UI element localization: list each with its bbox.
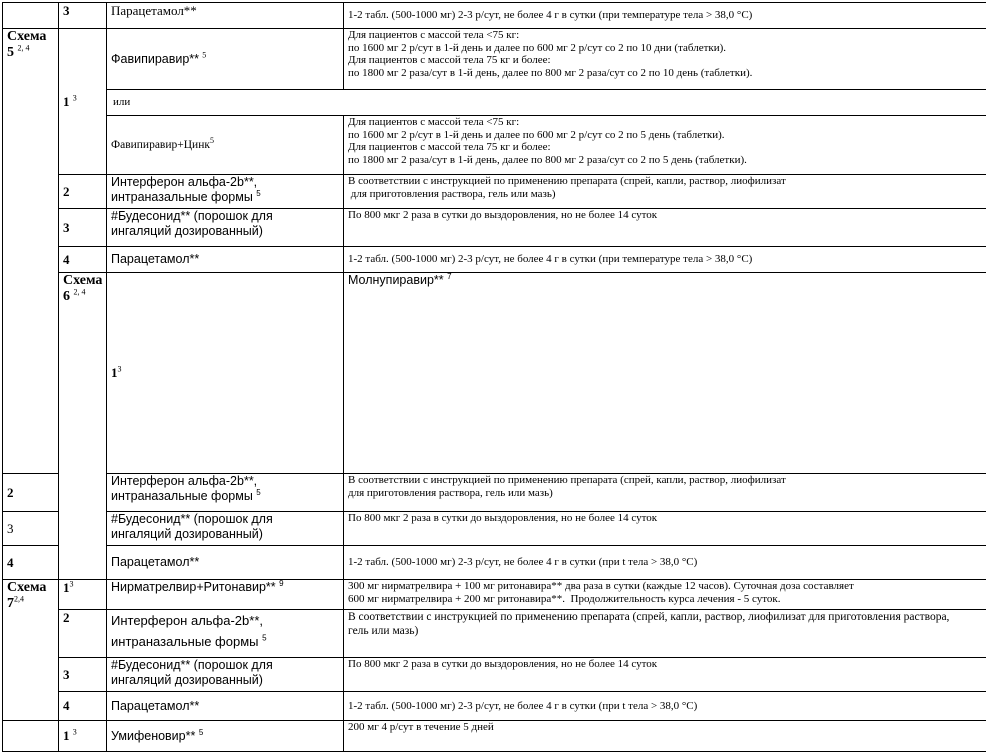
- drug-name: Фавипиравир** $^5$: [107, 29, 344, 90]
- scheme-cell-empty: [3, 3, 59, 29]
- drug-name: #Будесонид** (порошок для ингаляций дозированный): [107, 209, 344, 247]
- dose-text: По 800 мкг 2 раза в сутки до выздоровления, но не более 14 суток: [344, 512, 986, 546]
- table-row: [3, 116, 986, 175]
- row-number: 1 $^3$: [59, 721, 107, 752]
- dose-text: По 800 мкг 2 раза в сутки до выздоровления, но не более 14 суток: [344, 658, 986, 692]
- row-number: 4: [3, 546, 59, 580]
- dose-text: Для пациентов с массой тела <75 кг: по 1600 мг 2 р/сут в 1-й день и далее по 600 мг 2 р/сут со 2 по 10 дни (таблетки). Для пациентов с массой тела 75 кг и более: по 1800 мг 2 раза/сут в 1-й день, далее по 800 мг 2 раза/сут со 2 по 10 день (таблетки).: [344, 29, 986, 90]
- drug-name: Интерферон альфа-2b**, интраназальные формы $^5$: [107, 610, 344, 658]
- row-number: 4: [59, 692, 107, 721]
- treatment-schemes-table: [2, 2, 986, 752]
- dose-text: В соответствии с инструкцией по применению препарата (спрей, капли, раствор, лиофилизат для приготовления раствора, гель или мазь): [344, 175, 986, 209]
- dose-text: 1-2 табл. (500-1000 мг) 2-3 р/сут, не более 4 г в сутки (при t тела > 38,0 °С): [344, 692, 986, 721]
- scheme-label-6: Схема 6 $^{2, 4}$: [59, 273, 107, 580]
- row-number: 2: [59, 175, 107, 209]
- table-row: [3, 580, 986, 610]
- row-number: $1^3$: [107, 273, 344, 474]
- table-row: [3, 721, 986, 752]
- dose-text: В соответствии с инструкцией по применению препарата (спрей, капли, раствор, лиофилизат для приготовления раствора, гель или мазь): [344, 474, 986, 512]
- drug-name: Парацетамол**: [107, 3, 344, 29]
- row-number: 4: [59, 247, 107, 273]
- dose-text: 1-2 табл. (500-1000 мг) 2-3 р/сут, не более 4 г в сутки (при температуре тела > 38,0 °С): [344, 247, 986, 273]
- drug-name: Молнупиравир** $^7$: [344, 273, 986, 474]
- dose-text: 1-2 табл. (500-1000 мг) 2-3 р/сут, не более 4 г в сутки (при температуре тела > 38,0 °С): [344, 3, 986, 29]
- table-row: [3, 692, 986, 721]
- dose-text: Для пациентов с массой тела <75 кг: по 1600 мг 2 р/сут в 1-й день и далее по 600 мг 2 р/сут со 2 по 5 день (таблетки). Для пациентов с массой тела 75 кг и более: по 1800 мг 2 раза/сут в 1-й день, далее по 800 мг 2 раза/сут со 2 по 5 день (таблетки).: [344, 116, 986, 175]
- dose-text: В соответствии с инструкцией по применению препарата (спрей, капли, раствор, лиофилизат для приготовления раствора, гель или мазь): [344, 610, 986, 658]
- row-number: 2: [59, 610, 107, 658]
- dose-text: 1-2 табл. (500-1000 мг) 2-3 р/сут, не более 4 г в сутки (при t тела > 38,0 °С): [344, 546, 986, 580]
- row-number: 2: [3, 474, 59, 512]
- row-number: 3: [59, 658, 107, 692]
- drug-name: #Будесонид** (порошок для ингаляций дозированный): [107, 658, 344, 692]
- table-row: [3, 273, 986, 474]
- dose-text: 200 мг 4 р/сут в течение 5 дней: [344, 721, 986, 752]
- table-row: [3, 546, 986, 580]
- drug-name: #Будесонид** (порошок для ингаляций дозированный): [107, 512, 344, 546]
- table-row: [3, 3, 986, 29]
- table-row: [3, 90, 986, 116]
- table-row: [3, 512, 986, 546]
- drug-name: Интерферон альфа-2b**, интраназальные формы $^5$: [107, 474, 344, 512]
- scheme-label-7: Схема 7$^{2,4}$: [3, 580, 59, 721]
- row-number: 3: [3, 512, 59, 546]
- table-row: [3, 610, 986, 658]
- row-number: 3: [59, 3, 107, 29]
- table-row: [3, 29, 986, 90]
- dose-text: По 800 мкг 2 раза в сутки до выздоровления, но не более 14 суток: [344, 209, 986, 247]
- table-row: [3, 209, 986, 247]
- row-number: 3: [59, 209, 107, 247]
- table-row: [3, 474, 986, 512]
- row-number: $1^3$: [59, 580, 107, 610]
- dose-text: 300 мг нирматрелвира + 100 мг ритонавира** два раза в сутки (каждые 12 часов). Суточная доза составляет 600 мг нирматрелвира + 200 мг ритонавира**. Продолжительность курса лечения - 5 суток.: [344, 580, 986, 610]
- scheme-label-5: Схема 5 $^{2, 4}$: [3, 29, 59, 474]
- drug-name: Парацетамол**: [107, 247, 344, 273]
- drug-name: Интерферон альфа-2b**, интраназальные формы $^5$: [107, 175, 344, 209]
- or-separator: или: [107, 90, 986, 116]
- table-row: [3, 175, 986, 209]
- scheme-cell-empty: [3, 721, 59, 752]
- drug-name: Парацетамол**: [107, 692, 344, 721]
- table-row: [3, 247, 986, 273]
- drug-name: Умифеновир** $^5$: [107, 721, 344, 752]
- drug-name: Нирматрелвир+Ритонавир** $^9$: [107, 580, 344, 610]
- row-number: 1 $^3$: [59, 29, 107, 175]
- drug-name: Парацетамол**: [107, 546, 344, 580]
- drug-name: Фавипиравир+Цинк$^5$: [107, 116, 344, 175]
- table-row: [3, 658, 986, 692]
